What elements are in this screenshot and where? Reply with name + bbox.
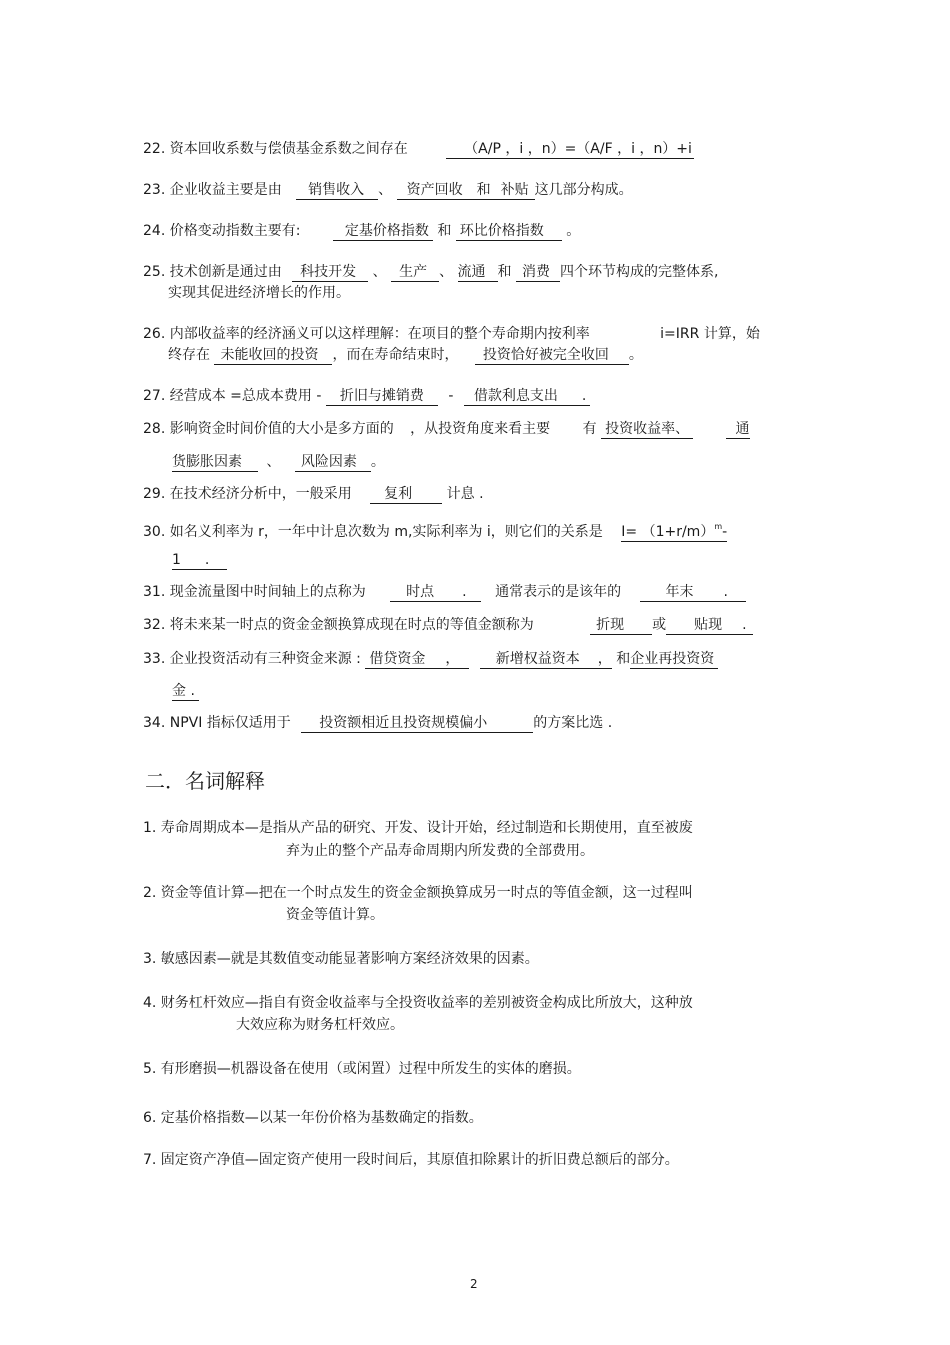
item-text: 32. 将未来某一时点的资金金额换算成现在时点的等值金额称为 bbox=[143, 617, 534, 633]
item-text: 通常表示的是该年的 bbox=[495, 584, 622, 600]
item-text: 和 bbox=[471, 182, 497, 200]
answer-blank: 环比价格指数 bbox=[456, 223, 562, 241]
item-text: 计息 . bbox=[446, 486, 484, 502]
page-number: 2 bbox=[470, 1277, 478, 1291]
answer-blank: 折现 bbox=[590, 617, 652, 635]
definition-4-continued bbox=[236, 1016, 404, 1034]
definition-1-continued bbox=[286, 842, 594, 860]
item-text: 29. 在技术经济分析中，一般采用 bbox=[143, 486, 352, 502]
item-text: 和 bbox=[497, 264, 512, 280]
item-text: . bbox=[204, 552, 210, 568]
item-text: 24. 价格变动指数主要有: bbox=[143, 223, 301, 239]
item-text: - bbox=[448, 388, 454, 404]
definition-3 bbox=[143, 950, 539, 968]
definition-4 bbox=[143, 994, 693, 1012]
definition-text: 3. 敏感因素—就是其数值变动能显著影响方案经济效果的因素。 bbox=[143, 951, 539, 967]
answer-blank: 借款利息支出 bbox=[464, 388, 574, 406]
item-text: 25. 技术创新是通过由 bbox=[143, 264, 282, 280]
item-text: 34. NPVI 指标仅适用于 bbox=[143, 715, 291, 731]
item-text: 实现其促进经济增长的作用。 bbox=[168, 285, 350, 301]
item-text: - bbox=[722, 524, 728, 540]
item-text: ，而在寿命结束时， bbox=[332, 347, 459, 363]
item-26 bbox=[143, 325, 760, 343]
item-30 bbox=[143, 518, 727, 541]
answer-blank: 新增权益资本 bbox=[495, 651, 580, 667]
item-text: 和 bbox=[616, 651, 631, 667]
item-text: 、 bbox=[372, 264, 387, 280]
item-text: 23. 企业收益主要是由 bbox=[143, 182, 282, 198]
definition-text: 1. 寿命周期成本—是指从产品的研究、开发、设计开始，经过制造和长期使用，直至被废 bbox=[143, 820, 693, 836]
item-28 bbox=[143, 420, 750, 438]
item-text: ， bbox=[445, 651, 460, 667]
answer-blank: 资产回收 bbox=[397, 182, 471, 200]
item-28-continued bbox=[172, 453, 385, 471]
answer-blank: 借贷资金 bbox=[369, 651, 426, 667]
item-text: 终存在 bbox=[168, 347, 210, 363]
item-text: 33. 企业投资活动有三种资金来源 : bbox=[143, 651, 361, 667]
item-text: 22. 资本回收系数与偿债基金系数之间存在 bbox=[143, 141, 408, 157]
item-text: 和 bbox=[437, 223, 452, 239]
item-text: . bbox=[742, 617, 747, 633]
item-text: 28. 影响资金时间价值的大小是多方面的 bbox=[143, 421, 394, 437]
answer-blank: 货膨胀因素 bbox=[172, 454, 258, 472]
item-text: 27. 经营成本 =总成本费用 - bbox=[143, 388, 322, 404]
item-text: 30. 如名义利率为 r，一年中计息次数为 m,实际利率为 i，则它们的关系是 bbox=[143, 524, 603, 540]
definition-2 bbox=[143, 884, 693, 902]
item-31 bbox=[143, 583, 746, 601]
definition-7 bbox=[143, 1151, 679, 1169]
item-text: ， bbox=[597, 651, 612, 667]
item-26-continued bbox=[168, 346, 643, 364]
item-text: . bbox=[723, 584, 728, 600]
item-27 bbox=[143, 387, 590, 405]
answer-blank: 时点 bbox=[406, 584, 435, 600]
answer-blank: 金 . bbox=[172, 683, 199, 701]
item-text: . bbox=[462, 584, 467, 600]
item-29 bbox=[143, 485, 484, 503]
definition-text: 弃为止的整个产品寿命周期内所发费的全部费用。 bbox=[286, 843, 594, 859]
definition-text: 大效应称为财务杠杆效应。 bbox=[236, 1017, 404, 1033]
definition-text: 2. 资金等值计算—把在一个时点发生的资金金额换算成另一时点的等值金额，这一过程叫 bbox=[143, 885, 693, 901]
answer-blank: 生产 bbox=[391, 264, 439, 282]
answer-blank: 折旧与摊销费 bbox=[326, 388, 438, 406]
section-title: 二．名词解释 bbox=[145, 769, 265, 793]
definition-text: 7. 固定资产净值—固定资产使用一段时间后，其原值扣除累计的折旧费总额后的部分。 bbox=[143, 1152, 679, 1168]
item-text: 有 bbox=[582, 421, 597, 437]
definition-5 bbox=[143, 1060, 581, 1078]
item-text: 四个环节构成的完整体系, bbox=[559, 264, 719, 280]
item-text: 、 bbox=[378, 182, 393, 198]
definition-1 bbox=[143, 819, 693, 837]
item-text: 这几部分构成。 bbox=[534, 182, 633, 198]
answer-blank: 科技开发 bbox=[292, 264, 368, 282]
answer-blank: 消费 bbox=[516, 264, 560, 282]
answer-blank: 投资收益率、 bbox=[601, 421, 693, 439]
answer-blank: 销售收入 bbox=[296, 182, 378, 200]
definition-text: 4. 财务杠杆效应—指自有资金收益率与全投资收益率的差别被资金构成比所放大，这种放 bbox=[143, 995, 693, 1011]
item-25-continued bbox=[168, 284, 350, 302]
definition-6 bbox=[143, 1109, 483, 1127]
item-25 bbox=[143, 263, 718, 281]
item-text: 31. 现金流量图中时间轴上的点称为 bbox=[143, 584, 366, 600]
answer-blank: 年末 bbox=[665, 584, 694, 600]
item-22 bbox=[143, 140, 694, 158]
item-23 bbox=[143, 181, 633, 199]
answer-blank: 投资额相近且投资规模偏小 bbox=[301, 715, 533, 733]
item-text: 。 bbox=[566, 223, 581, 239]
item-24 bbox=[143, 222, 580, 240]
item-30-continued bbox=[172, 551, 227, 569]
item-32 bbox=[143, 616, 753, 634]
answer-blank: （A/P ，i ，n）=（A/F ，i ，n）+i bbox=[446, 141, 694, 159]
item-text: 。 bbox=[370, 454, 385, 470]
item-text: 、 bbox=[439, 264, 454, 280]
answer-blank: 定基价格指数 bbox=[333, 223, 433, 241]
answer-blank: 1 bbox=[172, 552, 181, 568]
superscript: m bbox=[714, 522, 723, 531]
answer-blank: 贴现 bbox=[694, 617, 723, 633]
answer-blank: 投资恰好被完全收回 bbox=[475, 347, 629, 365]
item-33-continued bbox=[172, 682, 199, 700]
item-text: 的方案比选 . bbox=[533, 715, 613, 731]
answer-blank: 企业再投资资 bbox=[630, 651, 718, 669]
answer-blank: 流通 bbox=[458, 264, 498, 282]
item-text: ，从投资角度来看主要 bbox=[410, 421, 551, 437]
definition-text: 5. 有形磨损—机器设备在使用（或闲置）过程中所发生的实体的磨损。 bbox=[143, 1061, 581, 1077]
item-33 bbox=[143, 650, 718, 668]
definition-2-continued bbox=[286, 906, 384, 924]
item-text: i=IRR 计算，始 bbox=[660, 326, 760, 342]
answer-blank: 补贴 bbox=[497, 182, 535, 200]
item-text: 或 bbox=[652, 617, 667, 633]
definition-text: 资金等值计算。 bbox=[286, 907, 384, 923]
item-34 bbox=[143, 714, 612, 732]
definition-text: 6. 定基价格指数—以某一年份价格为基数确定的指数。 bbox=[143, 1110, 483, 1126]
item-text: 26. 内部收益率的经济涵义可以这样理解：在项目的整个寿命期内按利率 bbox=[143, 326, 590, 342]
answer-blank: 风险因素 bbox=[295, 454, 371, 472]
item-text: . bbox=[574, 388, 590, 406]
answer-blank: 通 bbox=[726, 421, 750, 439]
item-text: 。 bbox=[628, 347, 643, 363]
answer-blank: 未能收回的投资 bbox=[214, 347, 332, 365]
answer-blank: I= （1+r/m） bbox=[621, 524, 715, 540]
answer-blank: 复利 bbox=[370, 486, 442, 504]
item-text: 、 bbox=[266, 454, 281, 470]
